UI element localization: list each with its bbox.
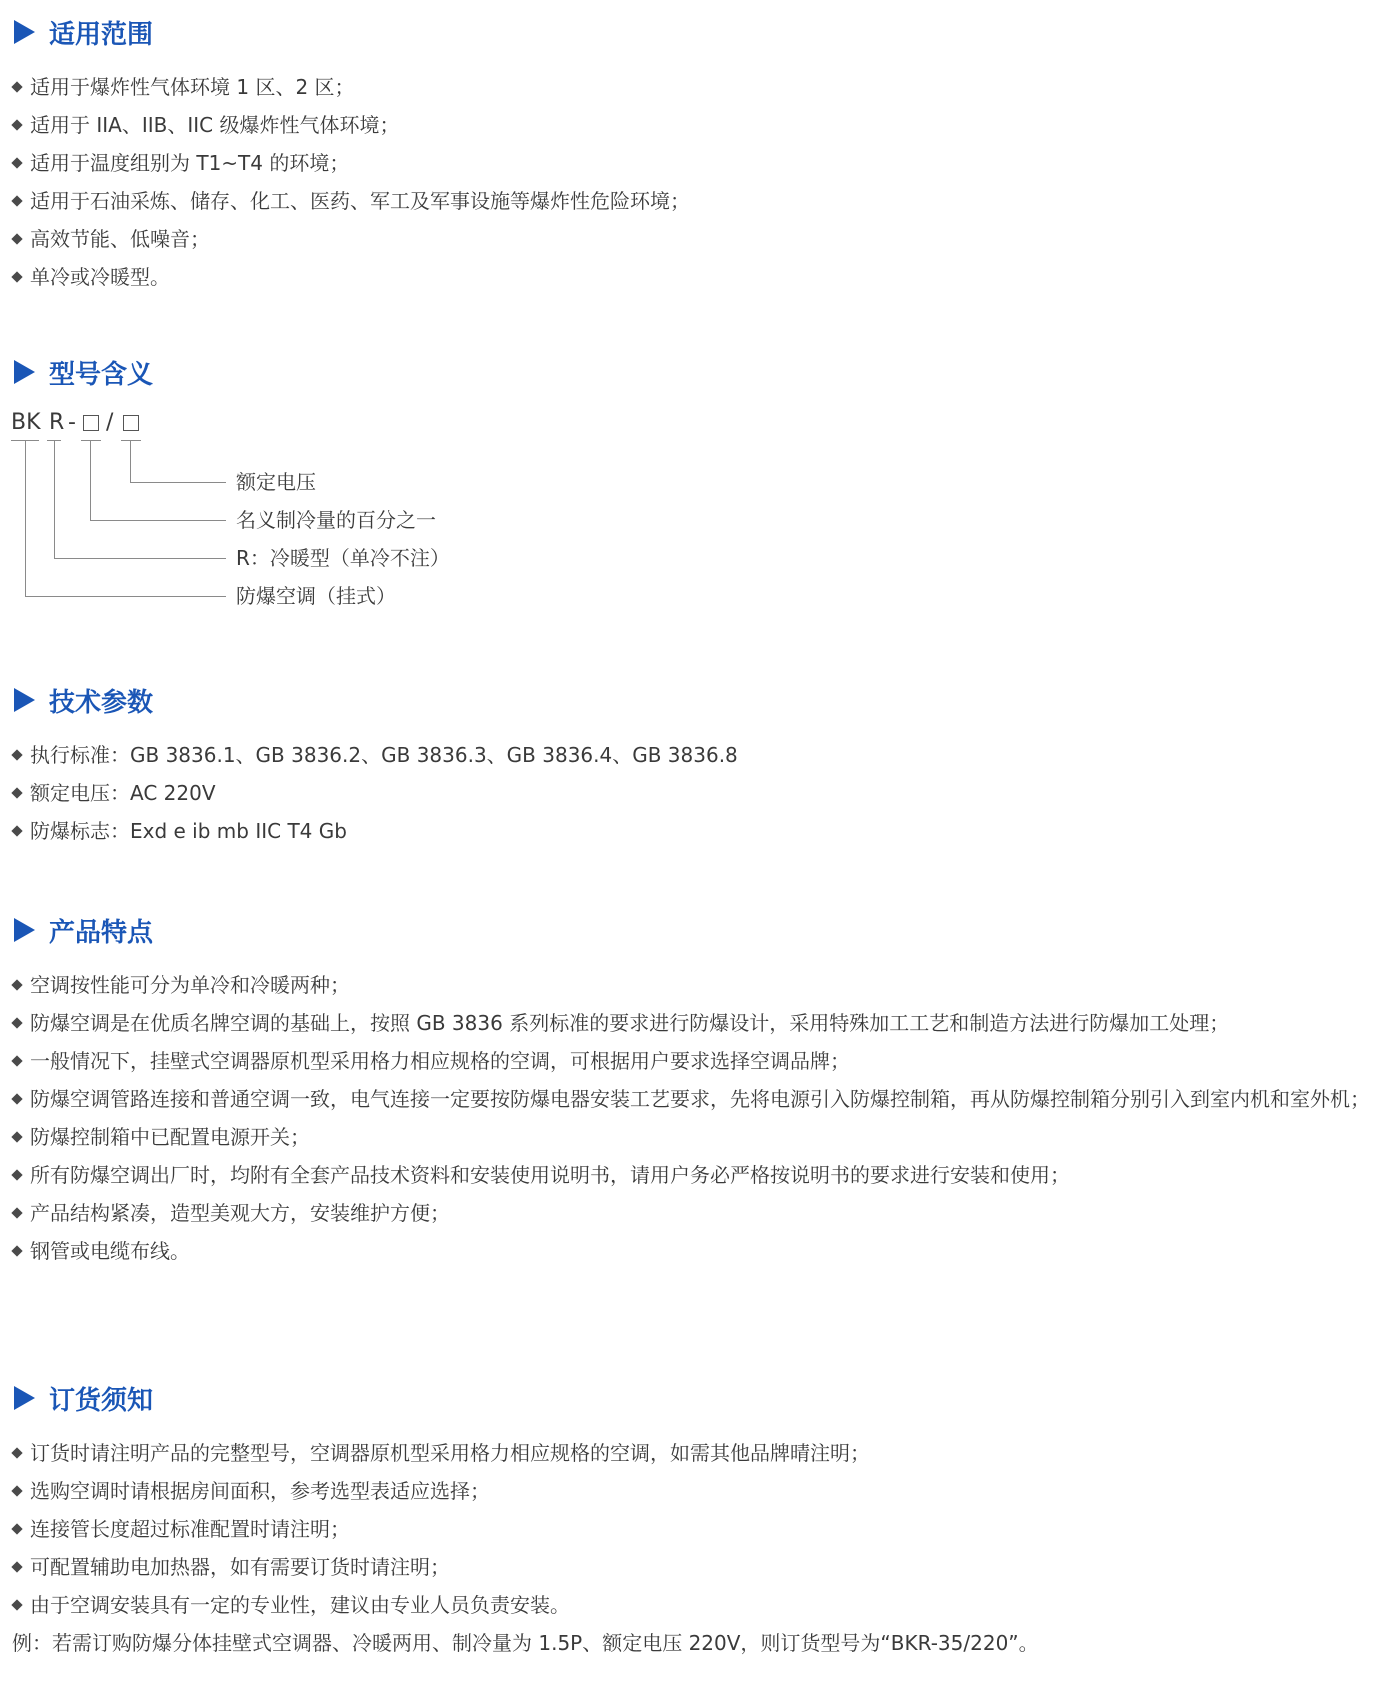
- leader-vline-voltage: [130, 440, 131, 482]
- leader-vline-type: [54, 440, 55, 558]
- play-triangle-icon: [14, 918, 35, 942]
- tech-heading: [0, 678, 1400, 722]
- placeholder-box-1: [83, 415, 99, 431]
- diamond-bullet-icon: [11, 119, 22, 130]
- diamond-bullet-icon: [11, 1561, 22, 1572]
- list-item: 防爆空调管路连接和普通空调一致，电气连接一定要按防爆电器安装工艺要求，先将电源引入防爆控制箱，再从防爆控制箱分别引入到室内机和室外机；: [0, 1080, 1400, 1118]
- diamond-bullet-icon: [11, 1599, 22, 1610]
- list-item: 空调按性能可分为单冷和冷暖两种；: [0, 966, 1400, 1004]
- model-code-diagram: [0, 410, 600, 630]
- list-item: 适用于爆炸性气体环境 1 区、2 区；: [0, 68, 1400, 106]
- diamond-bullet-icon: [11, 979, 22, 990]
- tech-list: [0, 736, 1400, 850]
- leader-vline-capacity: [90, 440, 91, 520]
- ordering-title: 订货须知: [49, 1385, 154, 1416]
- list-item: 防爆控制箱中已配置电源开关；: [0, 1118, 1400, 1156]
- play-triangle-icon: [14, 688, 35, 712]
- list-item: 额定电压：AC 220V: [0, 774, 1400, 812]
- diamond-bullet-icon: [11, 233, 22, 244]
- scope-list: [0, 68, 1400, 296]
- scope-heading: [0, 10, 1400, 54]
- diamond-bullet-icon: [11, 825, 22, 836]
- list-item: 防爆空调是在优质名牌空调的基础上，按照 GB 3836 系列标准的要求进行防爆设计，采用特殊加工工艺和制造方法进行防爆加工处理；: [0, 1004, 1400, 1042]
- diamond-bullet-icon: [11, 1055, 22, 1066]
- features-section: [0, 908, 1400, 1270]
- diamond-bullet-icon: [11, 271, 22, 282]
- underline-box-1: [81, 440, 101, 441]
- ordering-heading: [0, 1376, 1400, 1420]
- list-item: 所有防爆空调出厂时，均附有全套产品技术资料和安装使用说明书，请用户务必严格按说明书的要求进行安装和使用；: [0, 1156, 1400, 1194]
- list-item: 适用于 IIA、IIB、IIC 级爆炸性气体环境；: [0, 106, 1400, 144]
- order-example: 例：若需订购防爆分体挂壁式空调器、冷暖两用、制冷量为 1.5P、额定电压 220V，则订货型号为“BKR-35/220”。: [12, 1631, 1039, 1655]
- list-item: 适用于温度组别为 T1~T4 的环境；: [0, 144, 1400, 182]
- list-item: 订货时请注明产品的完整型号，空调器原机型采用格力相应规格的空调，如需其他品牌晴注明；: [0, 1434, 1400, 1472]
- diamond-bullet-icon: [11, 195, 22, 206]
- diamond-bullet-icon: [11, 1523, 22, 1534]
- play-triangle-icon: [14, 360, 35, 384]
- leader-hline-voltage: [130, 482, 226, 483]
- diamond-bullet-icon: [11, 1169, 22, 1180]
- label-capacity: 名义制冷量的百分之一: [236, 508, 436, 532]
- tech-section: [0, 678, 1400, 850]
- diamond-bullet-icon: [11, 1447, 22, 1458]
- ordering-section: [0, 1376, 1400, 1662]
- list-item: 钢管或电缆布线。: [0, 1232, 1400, 1270]
- ordering-list: [0, 1434, 1400, 1624]
- diamond-bullet-icon: [11, 157, 22, 168]
- list-item: 一般情况下，挂壁式空调器原机型采用格力相应规格的空调，可根据用户要求选择空调品牌；: [0, 1042, 1400, 1080]
- list-item: 适用于石油采炼、储存、化工、医药、军工及军事设施等爆炸性危险环境；: [0, 182, 1400, 220]
- placeholder-box-2: [123, 415, 139, 431]
- diamond-bullet-icon: [11, 749, 22, 760]
- diamond-bullet-icon: [11, 81, 22, 92]
- label-type: R：冷暖型（单冷不注）: [236, 546, 450, 570]
- leader-hline-type: [54, 558, 226, 559]
- model-heading: [0, 350, 1400, 394]
- play-triangle-icon: [14, 1386, 35, 1410]
- list-item: 单冷或冷暖型。: [0, 258, 1400, 296]
- scope-section: [0, 10, 1400, 296]
- code-part-dash: -: [68, 410, 76, 435]
- diamond-bullet-icon: [11, 1131, 22, 1142]
- diamond-bullet-icon: [11, 1207, 22, 1218]
- diamond-bullet-icon: [11, 1017, 22, 1028]
- list-item: 连接管长度超过标准配置时请注明；: [0, 1510, 1400, 1548]
- list-item: 产品结构紧凑，造型美观大方，安装维护方便；: [0, 1194, 1400, 1232]
- features-list: [0, 966, 1400, 1270]
- features-title: 产品特点: [49, 917, 154, 948]
- list-item: 高效节能、低噪音；: [0, 220, 1400, 258]
- list-item: 由于空调安装具有一定的专业性，建议由专业人员负责安装。: [0, 1586, 1400, 1624]
- code-part-slash: /: [106, 410, 114, 435]
- model-section: [0, 350, 1400, 394]
- diamond-bullet-icon: [11, 1245, 22, 1256]
- model-title: 型号含义: [49, 359, 154, 390]
- diamond-bullet-icon: [11, 1093, 22, 1104]
- leader-vline-product: [25, 440, 26, 596]
- leader-hline-product: [25, 596, 226, 597]
- tech-title: 技术参数: [49, 687, 154, 718]
- scope-title: 适用范围: [49, 19, 154, 50]
- list-item: 选购空调时请根据房间面积，参考选型表适应选择；: [0, 1472, 1400, 1510]
- code-part-bk: BK: [11, 410, 41, 435]
- label-product: 防爆空调（挂式）: [236, 584, 396, 608]
- diamond-bullet-icon: [11, 1485, 22, 1496]
- list-item: 防爆标志：Exd e ib mb IIC T4 Gb: [0, 812, 1400, 850]
- list-item: 执行标准：GB 3836.1、GB 3836.2、GB 3836.3、GB 3836.4、GB 3836.8: [0, 736, 1400, 774]
- label-rated-voltage: 额定电压: [236, 470, 316, 494]
- underline-box-2: [121, 440, 141, 441]
- diamond-bullet-icon: [11, 787, 22, 798]
- code-part-r: R: [49, 410, 65, 435]
- features-heading: [0, 908, 1400, 952]
- leader-hline-capacity: [90, 520, 226, 521]
- play-triangle-icon: [14, 20, 35, 44]
- list-item: 可配置辅助电加热器，如有需要订货时请注明；: [0, 1548, 1400, 1586]
